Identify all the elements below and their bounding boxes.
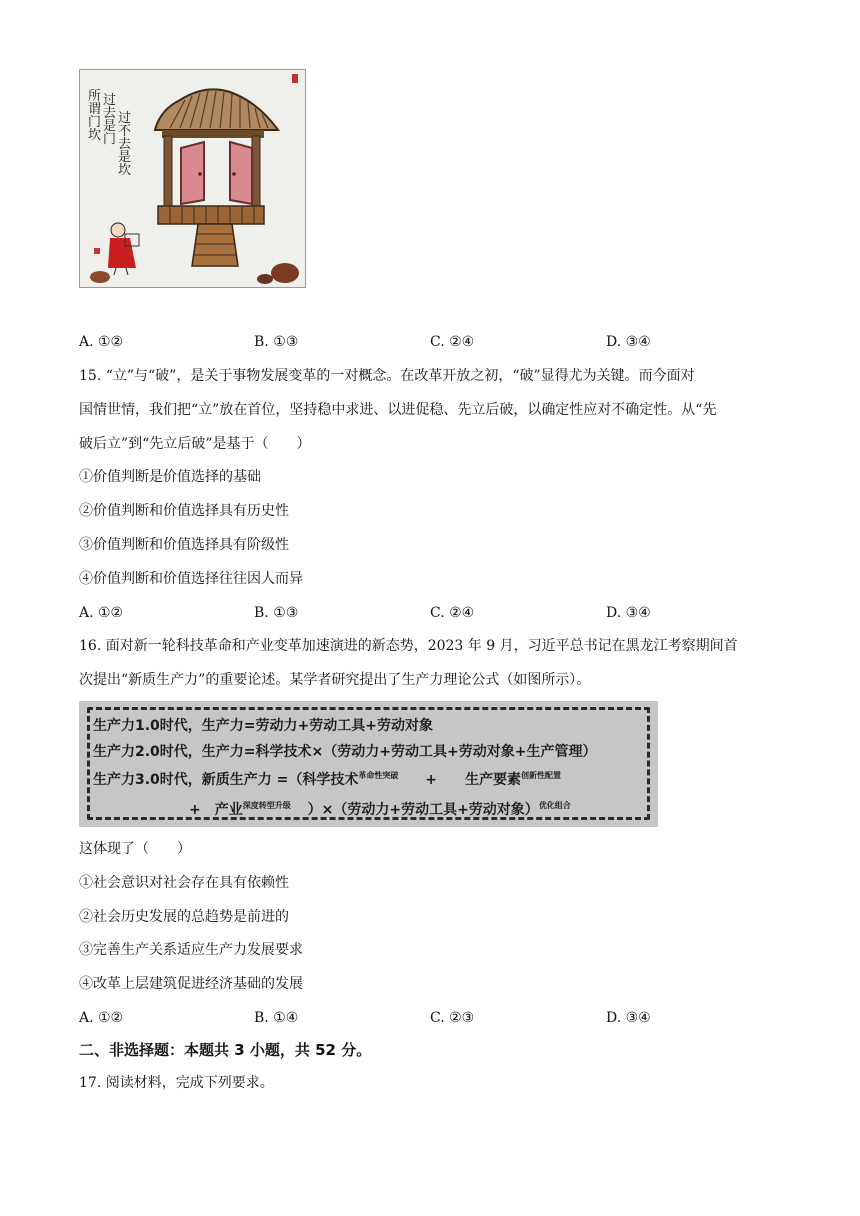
q15-stem-line-2: 国情世情，我们把“立”放在首位，坚持稳中求进、以进促稳、先立后破，以确定性应对不确定性。从“先	[79, 402, 717, 418]
calligraphy-column-3: 过不去是坎	[118, 111, 132, 178]
formula-row-3	[93, 769, 561, 789]
formula-row-3-sup-b: 创新性配置	[521, 771, 562, 780]
q15-item-1: ①价值判断是价值选择的基础	[79, 469, 261, 485]
q14-option-b: B. ①③	[254, 334, 299, 350]
q16-option-d: D. ③④	[606, 1010, 651, 1026]
q16-item-4: ④改革上层建筑促进经济基础的发展	[79, 976, 303, 992]
q16-item-3: ③完善生产关系适应生产力发展要求	[79, 942, 303, 958]
q15-item-2: ②价值判断和价值选择具有历史性	[79, 503, 289, 519]
calligraphy-column-1: 所谓门坎	[88, 89, 102, 143]
q15-option-a: A. ①②	[79, 605, 124, 621]
ink-painting-image	[79, 69, 306, 288]
formula-row-4-part-b: ）×（劳动力+劳动工具+劳动对象）	[307, 802, 539, 818]
q16-option-c: C. ②③	[430, 1010, 475, 1026]
formula-row-3-part-b: + 生产要素	[425, 772, 522, 788]
formula-row-3-sup-a: 革命性突破	[358, 771, 399, 780]
q15-option-c: C. ②④	[430, 605, 475, 621]
formula-row-2: 生产力2.0时代，生产力=科学技术×（劳动力+劳动工具+劳动对象+生产管理）	[93, 744, 597, 760]
q15-stem-line-3: 破后立”到“先立后破”是基于（ ）	[79, 436, 311, 452]
q16-stem-line-2: 次提出“新质生产力”的重要论述。某学者研究提出了生产力理论公式（如图所示）。	[79, 672, 591, 688]
q14-option-c: C. ②④	[430, 334, 475, 350]
q15-item-4: ④价值判断和价值选择往往因人而异	[79, 571, 303, 587]
formula-row-4-sup-b: 优化组合	[538, 801, 571, 810]
q16-stem-question: 这体现了（ ）	[79, 841, 191, 857]
q14-option-d: D. ③④	[606, 334, 651, 350]
calligraphy-column-2: 过去是门	[103, 93, 117, 147]
q16-item-2: ②社会历史发展的总趋势是前进的	[79, 909, 289, 925]
q16-option-b: B. ①④	[254, 1010, 299, 1026]
formula-row-4-sup-a: 深度转型升级	[242, 801, 291, 810]
formula-row-4	[189, 799, 571, 819]
q15-stem-line-1: 15. “立”与“破”，是关于事物发展变革的一对概念。在改革开放之初，“破”显得尤为关键。而今面对	[79, 368, 695, 384]
q16-option-a: A. ①②	[79, 1010, 124, 1026]
q14-option-a: A. ①②	[79, 334, 124, 350]
section-2-heading: 二、非选择题：本题共 3 小题，共 52 分。	[79, 1041, 372, 1059]
q15-option-b: B. ①③	[254, 605, 299, 621]
formula-row-3-part-a: 生产力3.0时代，新质生产力 =（科学技术	[93, 772, 359, 788]
q17-stem: 17. 阅读材料，完成下列要求。	[79, 1075, 274, 1091]
q16-item-1: ①社会意识对社会存在具有依赖性	[79, 875, 289, 891]
formula-row-4-part-a: + 产业	[189, 802, 243, 818]
productivity-formula-image	[79, 701, 658, 827]
q16-stem-line-1: 16. 面对新一轮科技革命和产业变革加速演进的新态势，2023 年 9 月，习近平总书记在黑龙江考察期间首	[79, 638, 738, 654]
q15-option-d: D. ③④	[606, 605, 651, 621]
q15-item-3: ③价值判断和价值选择具有阶级性	[79, 537, 289, 553]
formula-row-1: 生产力1.0时代，生产力=劳动力+劳动工具+劳动对象	[93, 718, 433, 734]
